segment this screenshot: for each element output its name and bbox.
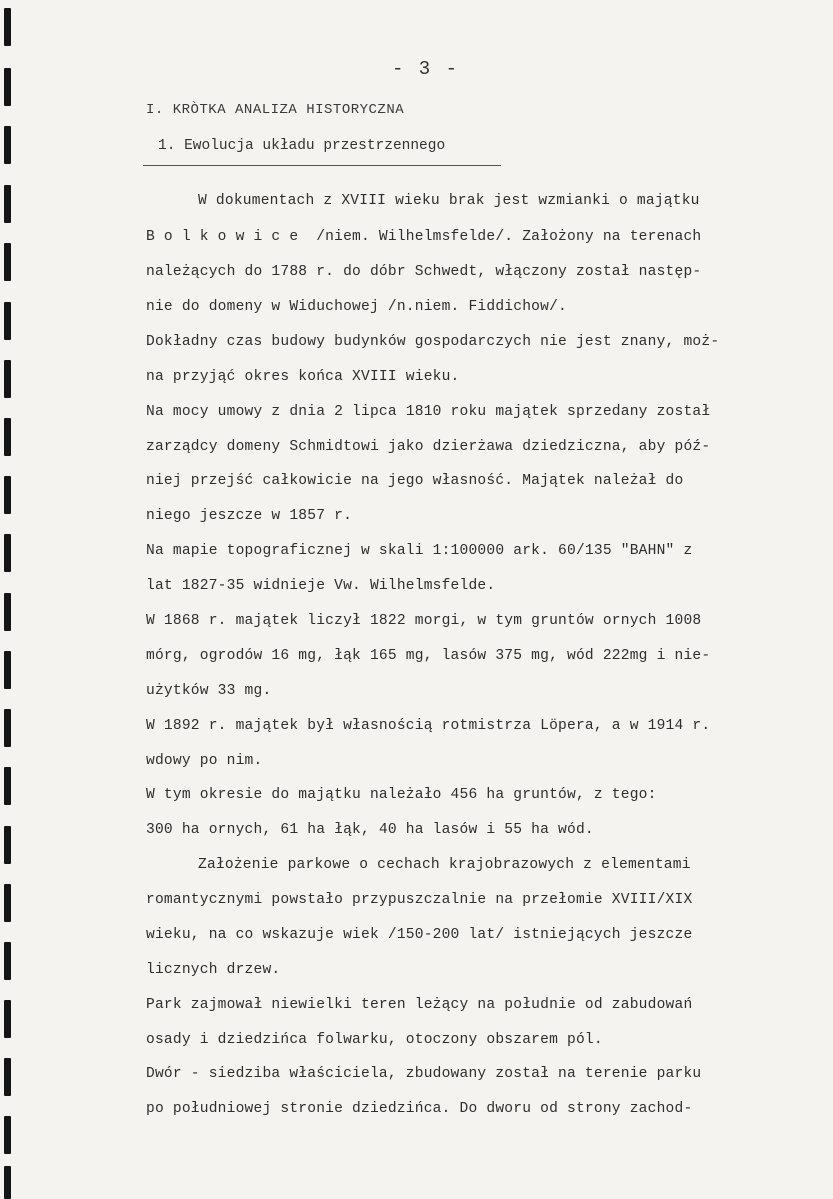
binding-mark	[4, 1000, 11, 1038]
text-line: nie do domeny w Widuchowej /n.niem. Fiddichow/.	[146, 299, 568, 315]
text-line: Założenie parkowe o cechach krajobrazowych z elementami	[198, 857, 691, 873]
binding-marks	[4, 0, 14, 1199]
chapter-title: I. KRÒTKA ANALIZA HISTORYCZNA	[146, 102, 405, 118]
text-line: romantycznymi powstało przypuszczalnie na przełomie XVIII/XIX	[146, 892, 693, 908]
text-line: Na mocy umowy z dnia 2 lipca 1810 roku majątek sprzedany został	[146, 404, 711, 420]
text-line: Dwór - siedziba właściciela, zbudowany został na terenie parku	[146, 1066, 702, 1082]
text-line: 300 ha ornych, 61 ha łąk, 40 ha lasów i 55 ha wód.	[146, 822, 594, 838]
text-line: po południowej stronie dziedzińca. Do dworu od strony zachod-	[146, 1101, 693, 1117]
binding-mark	[4, 302, 11, 340]
binding-mark	[4, 534, 11, 572]
text-line: wdowy po nim.	[146, 753, 263, 769]
binding-mark	[4, 651, 11, 689]
text-line: użytków 33 mg.	[146, 683, 272, 699]
text-line: na przyjąć okres końca XVIII wieku.	[146, 369, 460, 385]
text-line: należących do 1788 r. do dóbr Schwedt, włączony został następ-	[146, 264, 702, 280]
section-title-underline	[143, 165, 501, 166]
text-line: osady i dziedzińca folwarku, otoczony obszarem pól.	[146, 1032, 603, 1048]
text-line: zarządcy domeny Schmidtowi jako dzierżawa dziedziczna, aby póź-	[146, 439, 711, 455]
section-title: 1. Ewolucja układu przestrzennego	[158, 138, 446, 154]
binding-mark	[4, 243, 11, 281]
text-line: mórg, ogrodów 16 mg, łąk 165 mg, lasów 375 mg, wód 222mg i nie-	[146, 648, 711, 664]
binding-mark	[4, 185, 11, 223]
binding-mark	[4, 8, 11, 46]
text-line: Park zajmował niewielki teren leżący na południe od zabudowań	[146, 997, 693, 1013]
page-number: - 3 -	[392, 58, 460, 80]
text-line: licznych drzew.	[146, 962, 281, 978]
text-line: W tym okresie do majątku należało 456 ha gruntów, z tego:	[146, 787, 657, 803]
binding-mark	[4, 476, 11, 514]
binding-mark	[4, 709, 11, 747]
text-line: Na mapie topograficznej w skali 1:100000 ark. 60/135 "BAHN" z	[146, 543, 693, 559]
text-line: W dokumentach z XVIII wieku brak jest wzmianki o majątku	[198, 193, 700, 209]
binding-mark	[4, 593, 11, 631]
binding-mark	[4, 884, 11, 922]
binding-mark	[4, 418, 11, 456]
binding-mark	[4, 1166, 11, 1199]
binding-mark	[4, 767, 11, 805]
binding-mark	[4, 126, 11, 164]
binding-mark	[4, 1116, 11, 1154]
binding-mark	[4, 826, 11, 864]
text-line: Dokładny czas budowy budynków gospodarczych nie jest znany, moż-	[146, 334, 720, 350]
text-line: lat 1827-35 widnieje Vw. Wilhelmsfelde.	[146, 578, 496, 594]
binding-mark	[4, 942, 11, 980]
binding-mark	[4, 1058, 11, 1096]
binding-mark	[4, 360, 11, 398]
text-line: W 1892 r. majątek był własnością rotmistrza Löpera, a w 1914 r.	[146, 718, 711, 734]
text-line: W 1868 r. majątek liczył 1822 morgi, w tym gruntów ornych 1008	[146, 613, 702, 629]
binding-mark	[4, 68, 11, 106]
text-line: niego jeszcze w 1857 r.	[146, 508, 353, 524]
text-line: B o l k o w i c e /niem. Wilhelmsfelde/. Założony na terenach	[146, 229, 702, 245]
text-line: wieku, na co wskazuje wiek /150-200 lat/ istniejących jeszcze	[146, 927, 693, 943]
text-line: niej przejść całkowicie na jego własność. Majątek należał do	[146, 473, 684, 489]
